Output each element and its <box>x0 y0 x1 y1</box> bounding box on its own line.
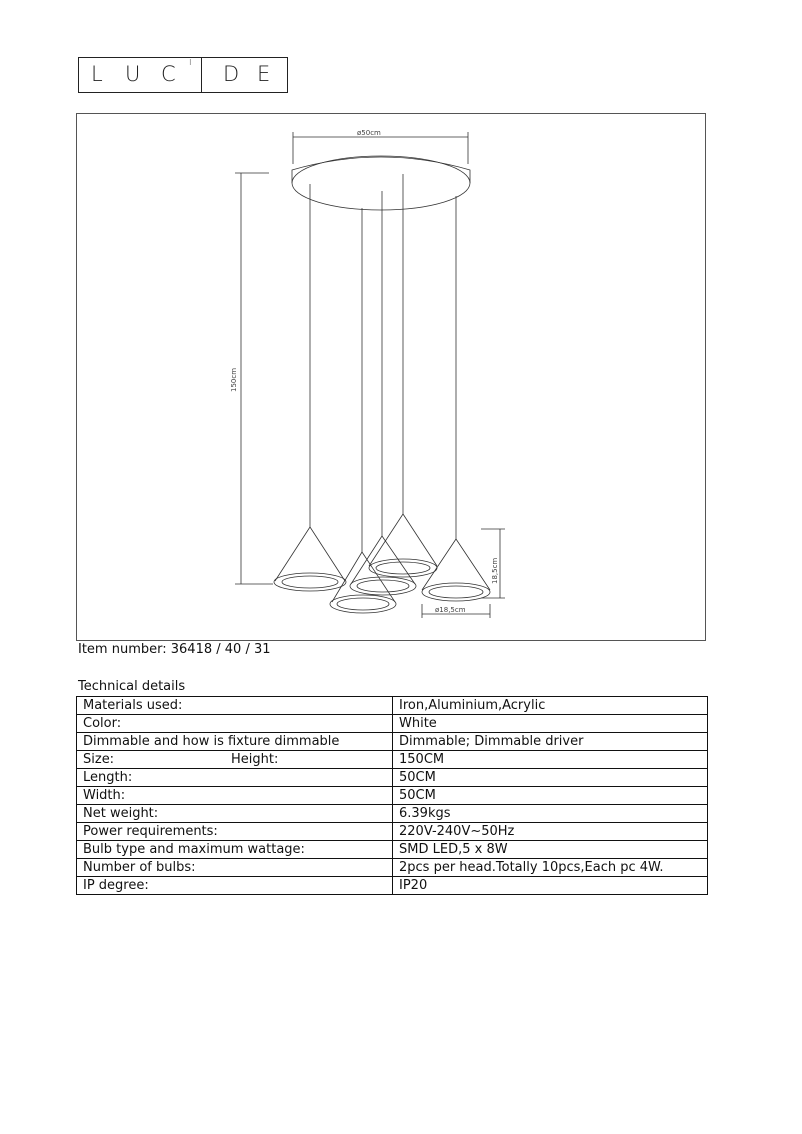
logo-letter-u: U <box>125 62 141 86</box>
table-row <box>77 769 708 787</box>
shade-5 <box>422 539 456 590</box>
row-value: Iron,Aluminium,Acrylic <box>393 697 708 715</box>
diameter-label: ø50cm <box>357 129 381 137</box>
item-number <box>78 642 271 657</box>
brand-logo <box>78 57 288 93</box>
canopy-rim <box>292 157 470 183</box>
size-height-label: Height: <box>231 752 279 767</box>
drawing-svg <box>77 114 705 640</box>
table-row <box>77 841 708 859</box>
row-label: Color: <box>77 715 393 733</box>
canopy-ellipse <box>292 156 470 210</box>
table-row <box>77 715 708 733</box>
table-row <box>77 697 708 715</box>
row-value: 2pcs per head.Totally 10pcs,Each pc 4W. <box>393 859 708 877</box>
row-value: 150CM <box>393 751 708 769</box>
row-value: SMD LED,5 x 8W <box>393 841 708 859</box>
item-number-label: Item number: <box>78 642 167 657</box>
table-row <box>77 805 708 823</box>
technical-details-table <box>76 696 708 895</box>
row-value: White <box>393 715 708 733</box>
table-row <box>77 751 708 769</box>
row-value: 6.39kgs <box>393 805 708 823</box>
row-label: Materials used: <box>77 697 393 715</box>
table-row <box>77 877 708 895</box>
table-row <box>77 733 708 751</box>
row-value: 50CM <box>393 769 708 787</box>
logo-letter-i: I <box>189 58 192 67</box>
height-label: 150cm <box>230 367 238 392</box>
row-label: Bulb type and maximum wattage: <box>77 841 393 859</box>
row-label: Power requirements: <box>77 823 393 841</box>
shade-2 <box>332 552 362 602</box>
technical-drawing <box>76 113 706 641</box>
table-row <box>77 787 708 805</box>
logo-letter-d: D <box>223 62 240 86</box>
shade-height-label: 18,5cm <box>491 557 499 584</box>
logo-divider <box>201 58 202 93</box>
shade-4 <box>369 514 403 566</box>
item-number-value: 36418 / 40 / 31 <box>170 642 271 657</box>
size-length-label: Length: <box>77 769 393 787</box>
logo-letter-c: C <box>161 62 176 86</box>
size-width-label: Width: <box>77 787 393 805</box>
size-label: Size: <box>83 752 115 767</box>
row-label: IP degree: <box>77 877 393 895</box>
table-row <box>77 823 708 841</box>
row-value: Dimmable; Dimmable driver <box>393 733 708 751</box>
shade-diameter-label: ø18,5cm <box>435 606 466 614</box>
row-label: Dimmable and how is fixture dimmable <box>77 733 393 751</box>
logo-letter-e: E <box>257 62 271 86</box>
row-label: Number of bulbs: <box>77 859 393 877</box>
logo-letter-l: L <box>91 62 103 86</box>
row-value: 50CM <box>393 787 708 805</box>
row-label <box>77 751 393 769</box>
size-net-weight-label: Net weight: <box>77 805 393 823</box>
technical-details-title: Technical details <box>78 679 186 694</box>
table-row <box>77 859 708 877</box>
row-value: 220V-240V~50Hz <box>393 823 708 841</box>
row-value: IP20 <box>393 877 708 895</box>
